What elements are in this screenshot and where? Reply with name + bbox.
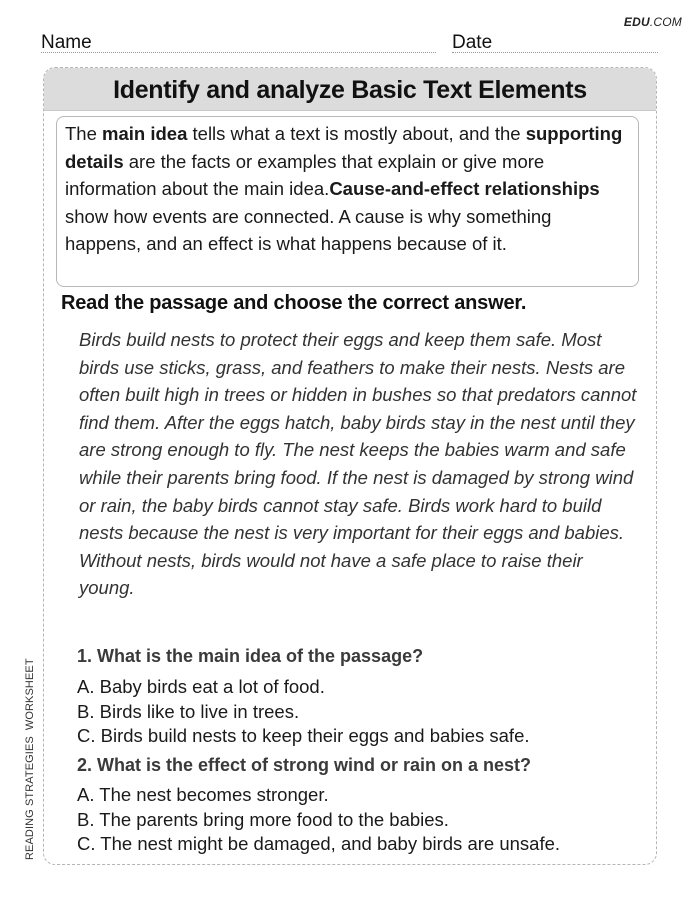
question-1-option-c[interactable]: C. Birds build nests to keep their eggs and babies safe. <box>77 725 530 747</box>
worksheet-card <box>43 67 657 865</box>
name-field[interactable] <box>41 30 436 53</box>
passage-text: Birds build nests to protect their eggs and keep them safe. Most birds use sticks, grass, and feathers to make their nests. Nests are often built high in trees or hidden in bushes so that predators cannot find them. After the eggs hatch, baby birds stay in the nest until they are strong enough to fly. The nest keeps the babies warm and safe while their parents bring food. If the nest is damaged by strong wind or rain, the baby birds cannot stay safe. Birds work hard to build nests because the nest is very important for their eggs and babies. Without nests, birds would not have a safe place to raise their young. <box>79 329 637 599</box>
question-1-option-b[interactable]: B. Birds like to live in trees. <box>77 700 300 722</box>
info-term-main-idea: main idea <box>102 123 188 144</box>
name-date-row <box>41 30 658 54</box>
question-2-option-c[interactable]: C. The nest might be damaged, and baby birds are unsafe. <box>77 833 561 855</box>
info-segment: The <box>65 123 103 144</box>
question-2-option-b[interactable]: B. The parents bring more food to the babies. <box>77 808 449 830</box>
brand-logo-bold: EDU <box>623 15 650 29</box>
name-label: Name <box>41 32 92 53</box>
info-text <box>65 123 622 254</box>
side-label <box>24 658 36 860</box>
side-label-type: WORKSHEET <box>24 658 36 731</box>
question-2-options <box>77 783 560 857</box>
brand-logo-suffix: .COM <box>649 15 682 29</box>
info-term-supporting-details: supporting details <box>65 123 623 172</box>
instruction-text: Read the passage and choose the correct answer. <box>61 292 527 314</box>
brand-logo <box>624 15 682 29</box>
info-segment: tells what a text is mostly about, and the <box>187 123 526 144</box>
reading-passage <box>79 326 639 602</box>
info-segment: show how events are connected. A cause is why something happens, and an effect is what happens because of it. <box>65 205 552 254</box>
worksheet-title: Identify and analyze Basic Text Elements <box>113 76 587 104</box>
question-2-option-a[interactable]: A. The nest becomes stronger. <box>77 784 329 805</box>
info-box <box>56 116 639 287</box>
date-field[interactable] <box>452 30 658 53</box>
question-2-prompt: 2. What is the effect of strong wind or rain on a nest? <box>77 755 532 775</box>
question-1-options <box>77 675 530 749</box>
worksheet-header <box>44 68 656 111</box>
question-1-prompt: 1. What is the main idea of the passage? <box>77 646 424 666</box>
question-1-option-a[interactable]: A. Baby birds eat a lot of food. <box>77 676 325 697</box>
info-segment: are the facts or examples that explain or give more information about the main idea. <box>65 150 545 199</box>
date-label: Date <box>452 32 493 53</box>
info-term-cause-effect: Cause-and-effect relationships <box>329 178 600 199</box>
side-label-category: READING STRATEGIES <box>24 736 36 860</box>
